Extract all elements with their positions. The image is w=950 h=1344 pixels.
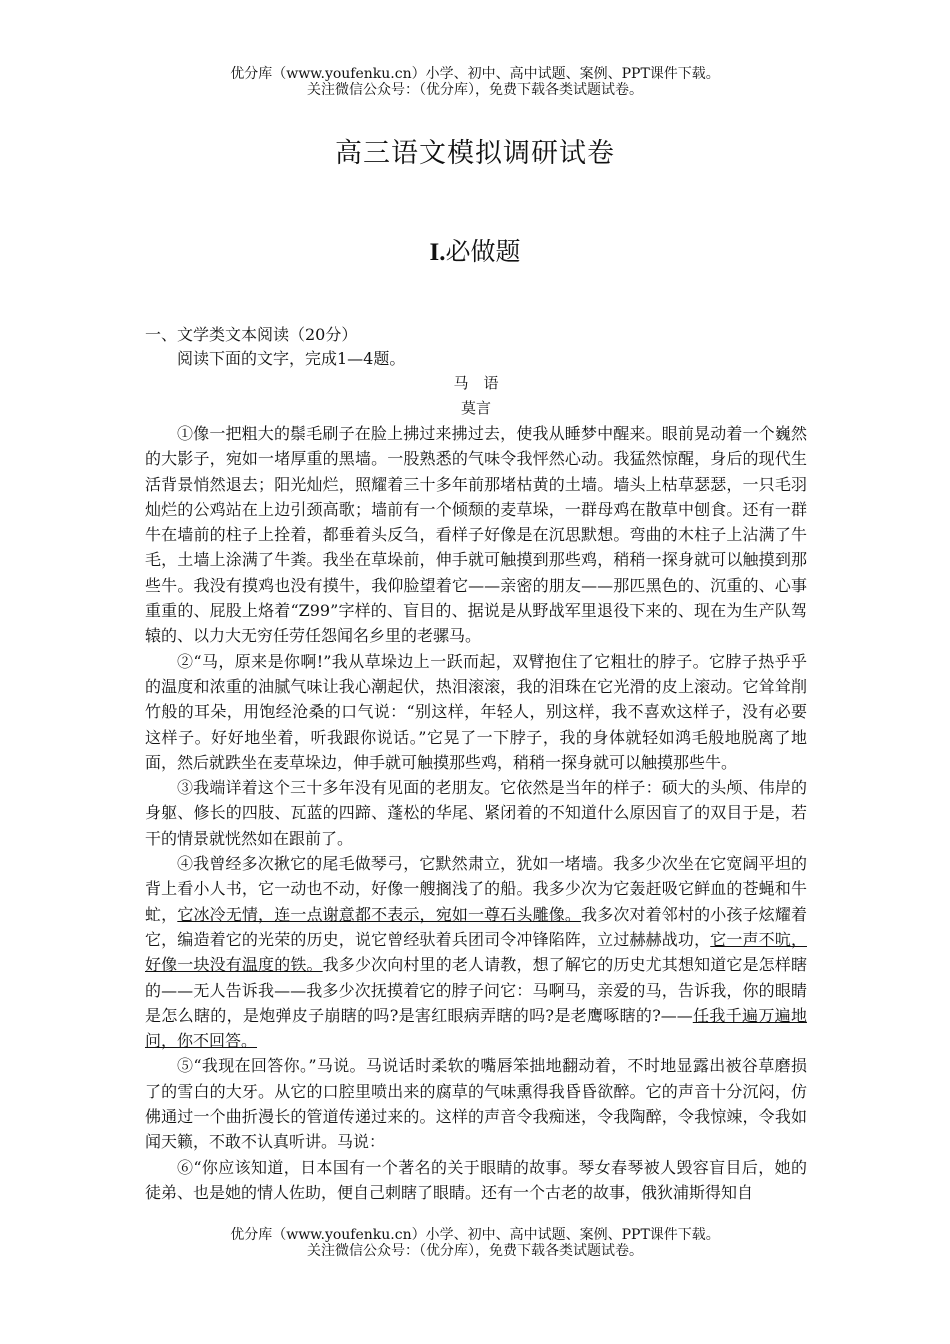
header-line-1: 优分库（www.youfenku.cn）小学、初中、高中试题、案例、PPT课件下载。 [230,66,720,82]
para4-text-1: ④我曾经多次揪它的尾毛做琴弓，它默然肃立，犹如一堵墙。我多少次坐在它宽阔平坦的背上看小人书，它一动也不动，好像一艘搁浅了的船。我多少次为它轰赶吸它鲜血的苍蝇和牛虻， [145,854,807,924]
paragraph-6: ⑥“你应该知道，日本国有一个著名的关于眼睛的故事。琴女春琴被人毁容盲目后，她的徒弟、也是她的情人佐助，便自己刺瞎了眼睛。还有一个古老的故事，俄狄浦斯得知自 [145,1157,807,1202]
page-header [0,66,950,98]
page-footer [0,1227,950,1259]
part-heading [0,232,950,268]
paragraph-5: ⑤“我现在回答你。”马说。马说话时柔软的嘴唇笨拙地翻动着，不时地显露出被谷草磨损了的雪白的大牙。从它的口腔里喷出来的腐草的气味熏得我昏昏欲醉。它的声音十分沉闷，仿佛通过一个曲折漫长的管道传递过来的。这样的声音令我痴迷，令我陶醉，令我惊竦，令我如闻天籁，不敢不认真听讲。马说： [145,1056,807,1152]
part-number: I. [429,239,446,266]
para4-text-2: 我多次对着邻村的小孩子炫耀着它，编造着它的光荣的历史，说它曾经驮着兵团司令冲锋陷阵，立过赫赫战功， [145,904,807,949]
header-line-2: 关注微信公众号：（优分库），免费下载各类试题试卷。 [307,82,643,98]
paragraph-3: ③我端详着这个三十多年没有见面的老朋友。它依然是当年的样子：硕大的头颅、伟岸的身躯、修长的四肢、瓦蓝的四蹄、蓬松的华尾、紧闭着的不知道什么原因盲了的双目于是，若干的情景就恍然如在跟前了。 [145,778,807,848]
para4-underlined-2: 它一声不吭，好像一块没有温度的铁。 [145,929,807,975]
para4-text-3: 我多少次向村里的老人请教，想了解它的历史尤其想知道它是怎样瞎的——无人告诉我——我多少次抚摸着它的脖子问它：马啊马，亲爱的马，告诉我，你的眼睛是怎么瞎的，是炮弹皮子崩瞎的吗?是害红眼病弄瞎的吗?是老鹰啄瞎的?—— [145,955,807,1025]
para4-underlined-1: 它冰冷无情，连一点谢意都不表示，宛如一尊石头雕像。 [177,904,582,924]
article-title: 马 语 [453,374,499,392]
footer-line-1: 优分库（www.youfenku.cn）小学、初中、高中试题、案例、PPT课件下载。 [230,1227,720,1243]
page-title: 高三语文模拟调研试卷 [335,138,615,169]
article-author: 莫言 [460,399,491,417]
paragraph-2: ②“马，原来是你啊!”我从草垛边上一跃而起，双臂抱住了它粗壮的脖子。它脖子热乎乎的温度和浓重的油腻气味让我心潮起伏，热泪滚滚，我的泪珠在它光滑的皮上滚动。它耸耸削竹般的耳朵，用饱经沧桑的口气说：“别这样，年轻人，别这样，我不喜欢这样子，没有必要这样子。好好地坐着，听我跟你说话。”它晃了一下脖子，我的身体就轻如鸿毛般地脱离了地面，然后就跌坐在麦草垛边，伸手就可触摸那些鸡，稍稍一探身就可以触摸那些牛。 [145,651,807,772]
paragraph-1: ①像一把粗大的鬃毛刷子在脸上拂过来拂过去，使我从睡梦中醒来。眼前晃动着一个巍然的大影子，宛如一堵厚重的黑墙。一股熟悉的气味令我怦然心动。我猛然惊醒，身后的现代生活背景悄然退去；阳光灿烂，照耀着三十多年前那堵枯黄的土墙。墙头上枯草瑟瑟，一只毛羽灿烂的公鸡站在上边引颈高歌；墙前有一个倾颓的麦草垛，一群母鸡在散草中刨食。还有一群牛在墙前的柱子上拴着，都垂着头反刍，看样子好像是在沉思默想。弯曲的木柱子上沾满了牛毛，土墙上涂满了牛粪。我坐在草垛前，伸手就可触摸到那些鸡，稍稍一探身就可以触摸到那些牛。我没有摸鸡也没有摸牛，我仰脸望着它——亲密的朋友——那匹黑色的、沉重的、心事重重的、屁股上烙着“Z99”字样的、盲目的、据说是从野战军里退役下来的、现在为生产队驾辕的、以力大无穷任劳任怨闻名乡里的老骡马。 [145,424,807,646]
section-instruction: 阅读下面的文字，完成1—4题。 [177,349,406,368]
footer-line-2: 关注微信公众号：（优分库），免费下载各类试题试卷。 [307,1243,643,1259]
section-heading: 一、文学类文本阅读（20分） [145,325,358,344]
paragraph-4 [145,851,807,1053]
part-label: 必做题 [445,237,521,266]
document-body [145,323,807,1205]
para4-underlined-3: 任我千遍万遍地问，你不回答。 [145,1005,807,1051]
